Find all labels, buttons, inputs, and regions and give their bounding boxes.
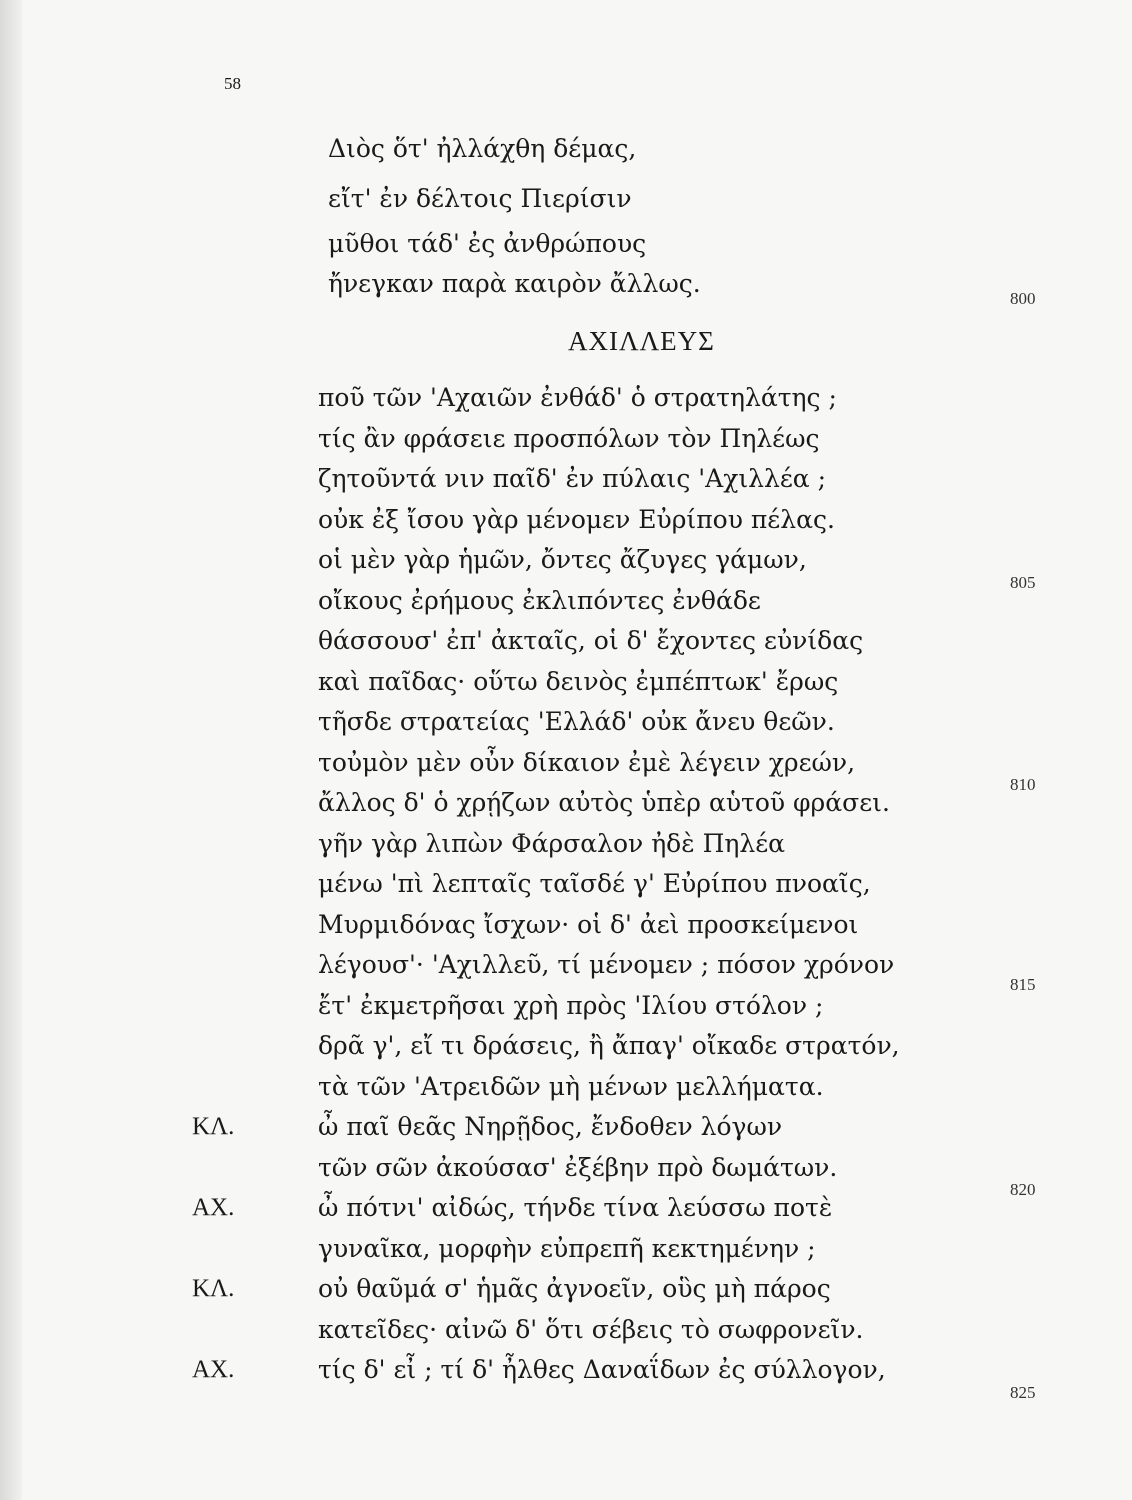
speaker-label: ΚΛ.: [192, 1113, 235, 1140]
verse-text: λέγουσ'· 'Αχιλλεῦ, τί μένομεν ; πόσον χρόνον: [318, 950, 895, 979]
verse-text: Μυρμιδόνας ἴσχων· οἱ δ' ἀεὶ προσκείμενοι: [318, 910, 859, 939]
line-number: 820: [1010, 1180, 1036, 1199]
verse-text: ζητοῦντά νιν παῖδ' ἐν πύλαις 'Αχιλλέα ;: [318, 464, 827, 493]
verse-text: καὶ παῖδας· οὕτω δεινὸς ἐμπέπτωκ' ἔρως: [318, 667, 839, 696]
speaker-heading: ΑΧΙΛΛΕΥΣ: [568, 326, 715, 356]
verse-text: οἴκους ἐρήμους ἐκλιπόντες ἐνθάδε: [318, 586, 761, 615]
verse-text: ποῦ τῶν 'Αχαιῶν ἐνθάδ' ὁ στρατηλάτης ;: [318, 383, 837, 412]
page-edge: [0, 0, 22, 1500]
line-number: 815: [1010, 975, 1036, 994]
verse-text: τίς ἂν φράσειε προσπόλων τὸν Πηλέως: [318, 424, 820, 453]
verse-text: ὦ πότνι' αἰδώς, τήνδε τίνα λεύσσω ποτὲ: [318, 1193, 833, 1222]
line-number: 800: [1010, 289, 1036, 308]
line-number: 810: [1010, 775, 1036, 794]
verse-text: τὰ τῶν 'Ατρειδῶν μὴ μένων μελλήματα.: [318, 1072, 824, 1101]
bleed-through-text: [215, 30, 221, 54]
speaker-label: ΑΧ.: [192, 1356, 235, 1383]
verse-text: οἱ μὲν γὰρ ἡμῶν, ὄντες ἄζυγες γάμων,: [318, 545, 807, 574]
verse-text: ἄλλος δ' ὁ χρῄζων αὐτὸς ὑπὲρ αὑτοῦ φράσει.: [318, 788, 890, 817]
verse-text: τῆσδε στρατείας 'Ελλάδ' οὐκ ἄνευ θεῶν.: [318, 707, 835, 736]
verse-text: γῆν γὰρ λιπὼν Φάρσαλον ἠδὲ Πηλέα: [318, 829, 786, 858]
verse-text: οὐ θαῦμά σ' ἡμᾶς ἀγνοεῖν, οὓς μὴ πάρος: [318, 1274, 831, 1303]
speaker-label: ΚΛ.: [192, 1275, 235, 1302]
verse-text: δρᾶ γ', εἴ τι δράσεις, ἢ ἄπαγ' οἴκαδε στρατόν,: [318, 1031, 900, 1060]
verse-text: τῶν σῶν ἀκούσασ' ἐξέβην πρὸ δωμάτων.: [318, 1153, 838, 1182]
verse-text: γυναῖκα, μορφὴν εὐπρεπῆ κεκτημένην ;: [318, 1234, 816, 1263]
verse-text: ἔτ' ἐκμετρῆσαι χρὴ πρὸς 'Ιλίου στόλον ;: [318, 991, 824, 1020]
verse-text: οὐκ ἐξ ἴσου γὰρ μένομεν Εὐρίπου πέλας.: [318, 505, 835, 534]
verse-text: μένω 'πὶ λεπταῖς ταῖσδέ γ' Εὐρίπου πνοαῖς,: [318, 869, 871, 898]
page-number: 58: [224, 74, 241, 93]
verse-text: ὦ παῖ θεᾶς Νηρῇδος, ἔνδοθεν λόγων: [318, 1112, 783, 1141]
line-number: 805: [1010, 573, 1036, 592]
verse-text: τίς δ' εἶ ; τί δ' ἦλθες Δαναΐδων ἐς σύλλογον,: [318, 1355, 886, 1384]
speaker-label: ΑΧ.: [192, 1194, 235, 1221]
verse-text: τοὐμὸν μὲν οὖν δίκαιον ἐμὲ λέγειν χρεών,: [318, 748, 856, 777]
verse-text: κατεῖδες· αἰνῶ δ' ὅτι σέβεις τὸ σωφρονεῖν.: [318, 1315, 864, 1344]
verse-text: θάσσουσ' ἐπ' ἀκταῖς, οἱ δ' ἔχοντες εὐνίδας: [318, 626, 864, 655]
line-number: 825: [1010, 1383, 1036, 1402]
